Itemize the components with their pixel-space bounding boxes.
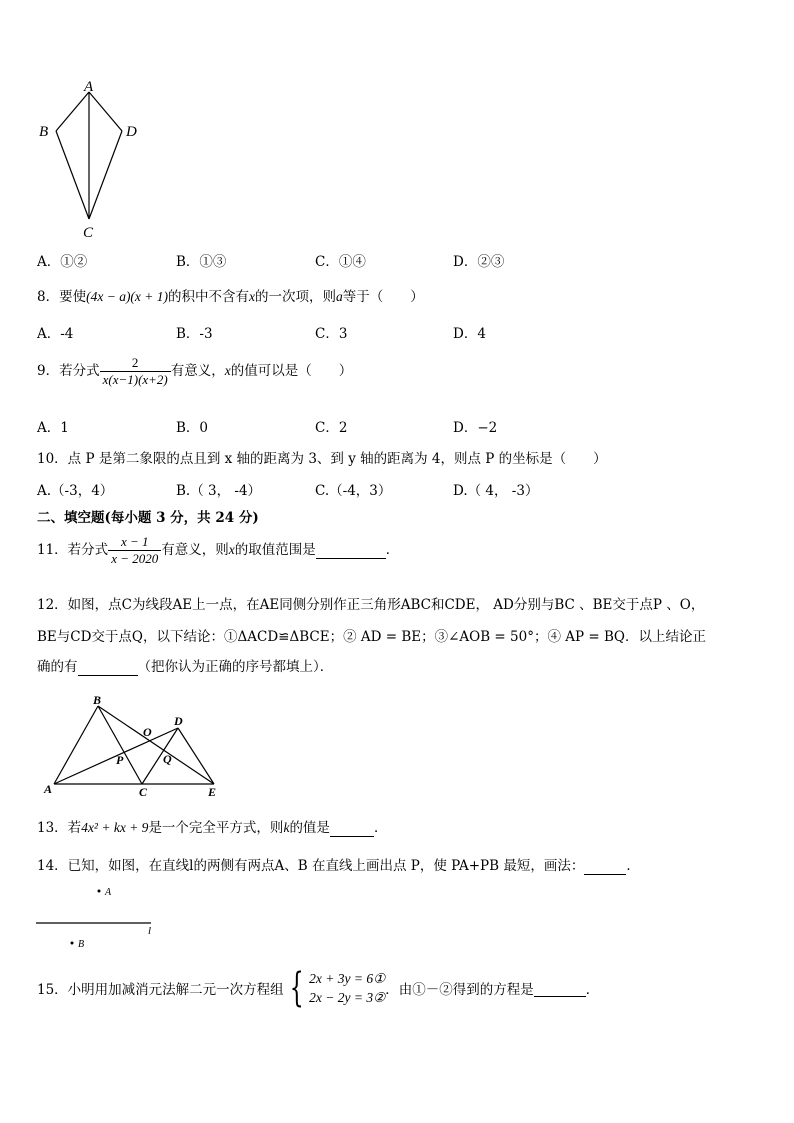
q15-num: 15．小明用加减消元法解二元一次方程组 xyxy=(37,982,284,998)
q11-tail: 的取值范围是 xyxy=(234,542,316,558)
q9-numerator: 2 xyxy=(131,355,139,370)
edge-ad xyxy=(89,92,122,131)
q11-var: x xyxy=(228,542,235,557)
section-heading-fill-in: 二、填空题(每小题 3 分，共 24 分) xyxy=(37,510,259,526)
q13-mid: 是一个完全平方式，则 xyxy=(148,820,284,836)
segment-ab xyxy=(54,706,98,784)
q12-line-1: 12．如图，点C为线段AE上一点，在AE同侧分别作正三角形ABC和CDE， AD分别与BC 、BE交于点P 、O， xyxy=(37,597,705,613)
segment-bc xyxy=(98,706,142,784)
q9-option-b[interactable]: B．0 xyxy=(176,420,209,436)
question-9 xyxy=(37,355,352,388)
question-14 xyxy=(37,854,640,875)
label-p: P xyxy=(116,753,124,767)
q13-expr: 4x² + kx + 9 xyxy=(81,820,149,835)
q12-answer-blank[interactable] xyxy=(78,659,138,676)
question-10: 10．点 P 是第二象限的点且到 x 轴的距离为 3、到 y 轴的距离为 4，则点 P 的坐标是（ ） xyxy=(37,451,607,467)
q8-option-d[interactable]: D．4 xyxy=(453,326,486,342)
q13-num: 13．若 xyxy=(37,820,82,836)
q7-option-c[interactable]: C．①④ xyxy=(315,254,366,270)
q13-answer-blank[interactable] xyxy=(330,820,374,837)
label-b: B xyxy=(78,939,85,950)
q11-num: 11．若分式 xyxy=(37,542,109,558)
label-a: A xyxy=(44,782,53,796)
edge-dc xyxy=(89,131,122,219)
q13-tail: 的值是 xyxy=(289,820,330,836)
q9-option-d[interactable]: D．−2 xyxy=(453,420,498,436)
q12-line-3a: 确的有 xyxy=(37,659,78,675)
q8-option-a[interactable]: A．-4 xyxy=(37,326,74,342)
q9-var: x xyxy=(224,363,231,378)
label-e: E xyxy=(208,785,217,799)
label-b: B xyxy=(39,124,49,140)
q9-num: 9．若分式 xyxy=(37,363,100,379)
segment-de xyxy=(178,728,214,784)
label-q: Q xyxy=(163,752,172,766)
q8-tail: 等于（ ） xyxy=(342,289,424,305)
point-b xyxy=(71,942,74,945)
q9-fraction xyxy=(100,355,171,388)
q12-line-3 xyxy=(37,655,333,676)
q10-option-a[interactable]: A.（-3，4） xyxy=(37,483,114,499)
q14-text: 14．已知，如图，在直线l的两侧有两点A、B 在直线上画出点 P，使 PA+PB 最短，画法： xyxy=(37,858,585,874)
question-13 xyxy=(37,816,387,837)
q15-answer-blank[interactable] xyxy=(534,980,586,997)
q8-mid: 的积中不含有 xyxy=(168,289,250,305)
q11-numerator: x − 1 xyxy=(120,534,149,549)
q14-answer-blank[interactable] xyxy=(584,858,626,875)
q15-mid: ．由①－②得到的方程是 xyxy=(385,982,534,998)
q15-end: ． xyxy=(585,982,600,998)
q11-answer-blank[interactable] xyxy=(316,542,386,559)
label-o: O xyxy=(143,725,152,739)
q9-tail: 的值可以是（ ） xyxy=(230,363,353,379)
q7-option-d[interactable]: D．②③ xyxy=(453,254,505,270)
q8-option-b[interactable]: B．-3 xyxy=(176,326,213,342)
q7-option-a[interactable]: A．①② xyxy=(37,254,88,270)
q14-end: ． xyxy=(626,858,640,874)
figure-kite xyxy=(30,78,150,243)
q13-end: ． xyxy=(373,820,388,836)
point-a xyxy=(98,890,101,893)
label-l: l xyxy=(148,925,152,937)
q12-line-3b: （把你认为正确的序号都填上）． xyxy=(137,659,334,675)
q10-option-c[interactable]: C.（-4，3） xyxy=(315,483,392,499)
q15-eq2: 2x − 2y = 3② xyxy=(309,990,386,1005)
q8-var: x xyxy=(249,289,256,304)
q9-option-c[interactable]: C．2 xyxy=(315,420,348,436)
q7-option-b[interactable]: B．①③ xyxy=(176,254,227,270)
figure-line-l xyxy=(36,880,176,952)
question-8 xyxy=(37,285,424,305)
label-c: C xyxy=(139,785,148,799)
label-a: A xyxy=(84,79,94,95)
q12-line-2: BE与CD交于点Q，以下结论：①ΔACD≌ΔBCE；② AD = BE；③∠AOB = 50°；④ AP = BQ．以上结论正 xyxy=(37,629,706,645)
q8-var2: a xyxy=(336,289,343,304)
label-c: C xyxy=(83,225,94,241)
q9-denominator: x(x−1)(x+2) xyxy=(100,371,171,388)
q8-num: 8．要使 xyxy=(37,289,87,305)
segment-be xyxy=(98,706,214,784)
edge-ab xyxy=(56,92,89,131)
q15-eq1: 2x + 3y = 6① xyxy=(309,971,386,986)
question-15 xyxy=(37,965,600,1011)
label-b: B xyxy=(93,693,102,707)
q11-fraction xyxy=(108,534,161,567)
question-11 xyxy=(37,534,399,567)
q11-end: ． xyxy=(385,542,400,558)
q10-option-b[interactable]: B.（ 3， -4） xyxy=(176,483,262,499)
q15-system-brace: { xyxy=(289,965,304,1011)
q10-option-d[interactable]: D.（ 4， -3） xyxy=(453,483,539,499)
q11-mid: 有意义，则 xyxy=(161,542,229,558)
label-d: D xyxy=(174,714,183,728)
label-d: D xyxy=(126,124,137,140)
label-a: A xyxy=(105,887,112,898)
q8-mid2: 的一次项，则 xyxy=(255,289,337,305)
q9-option-a[interactable]: A．1 xyxy=(37,420,69,436)
q11-denominator: x − 2020 xyxy=(108,550,161,567)
q9-mid: 有意义， xyxy=(170,363,225,379)
q8-expr: (4x − a)(x + 1) xyxy=(86,289,169,304)
q8-option-c[interactable]: C．3 xyxy=(315,326,348,342)
figure-triangles xyxy=(38,692,228,802)
q13-var: k xyxy=(283,820,290,835)
q15-system xyxy=(309,969,385,1007)
edge-bc xyxy=(56,131,89,219)
